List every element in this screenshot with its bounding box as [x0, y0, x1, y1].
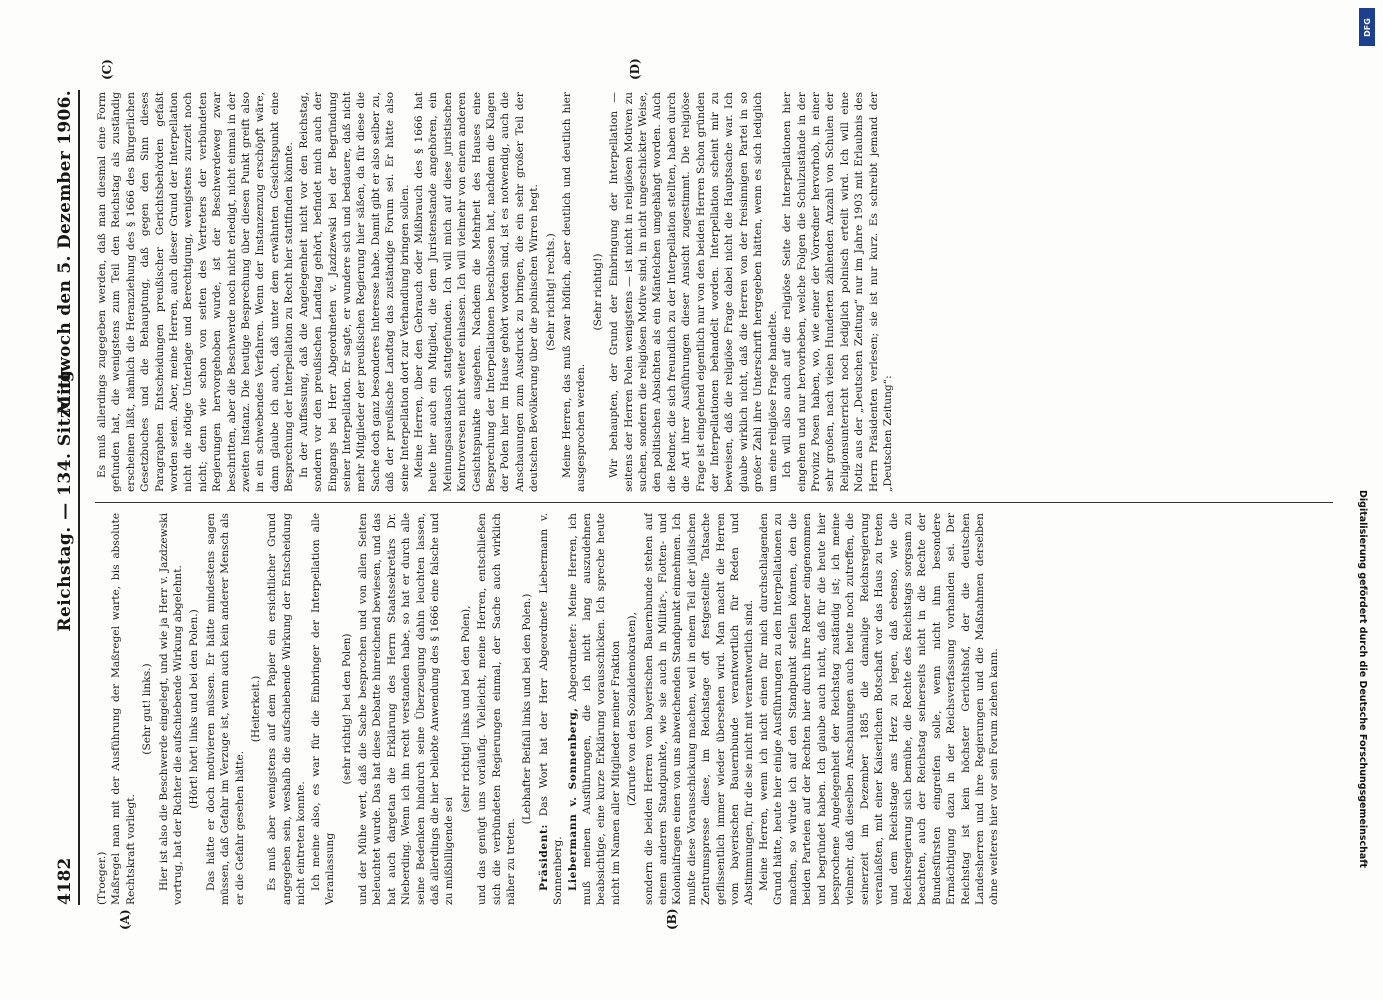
interjection: (Sehr gut! links.)	[141, 663, 154, 755]
page-number: 4182	[55, 857, 75, 905]
interjection: (Heiterkeit.)	[250, 675, 263, 743]
column-divider	[95, 502, 1333, 503]
paragraph: Meine Herren, das muß zwar höflich, aber deutlich und deutlich hier ausgesprochen werden.	[561, 92, 588, 492]
statement-text: Das Wort hat der Herr Abgeordnete Liebermann v. Sonnenberg.	[537, 513, 565, 905]
dfg-logo-text: DFG	[1362, 17, 1372, 37]
paragraph: Es muß allerdings zugegeben werden, daß man diesmal eine Form gefunden hat, die wenigstens zum Teil den Reichstag als zuständig erscheinen läßt, nämlich die Heranziehung des § 1666 des Bürgerlichen Gesetzbuches und die Behauptung, daß gegen den Sinn dieses Paragraphen Entscheidungen preußischer Gerichtsbehörden gefaßt worden seien. Aber, meine Herren, auch dieser Grund der Interpellation nicht die nötige Unterlage und Berechtigung, wenigstens zurzeit noch nicht; denn wie schon von seiten des Vertreters der verbündeten Regierungen hervorgehoben wurde, ist der Beschwerdeweg zwar beschritten, aber die Beschwerde noch nicht erledigt, nicht einmal in der zweiten Instanz. Die heutige Besprechung über diesen Punkt greift also in ein schwebendes Verfahren. Wenn der Instanzenzug erschöpft wäre, dann glaube ich auch, daß unter dem erwähnten Gesichtspunkt eine Besprechung der Interpellation zu Recht hier stattfinden könnte.	[96, 92, 296, 492]
paragraph: Wir behaupten, der Grund der Einbringung der Interpellation — seitens der Herren Polen wenigstens — ist nicht in religiösen Motiven zu suchen, sondern die religiösen Motive sind, in nicht ungeschickter Weise, den politischen Absichten als ein Mäntelchen umgehängt worden. Auch die Redner, die sich freundlich zu der Interpellation stellten, haben durch die Art ihrer Ausführungen dieser Ansicht zugestimmt. Die religiöse Frage ist eingehend eigentlich nur von den beiden Herren Schon gründen der Interpellationen behandelt worden. Interpellation scheint mir zu beweisen, daß die religiöse Frage dabei nicht die Hauptsache war. Ich glaube wirklich nicht, daß die Herren von der freisinnigen Partei in so großer Zahl ihre Unterschrift hergegeben hätten, wenn es sich lediglich um eine religiöse Frage handelte.	[608, 92, 779, 492]
paragraph: Ich meine also, es war für die Einbringer der Interpellation alle Veranlassung	[309, 513, 337, 905]
right-column	[95, 92, 1343, 492]
paragraph: Hier ist also die Beschwerde eingelegt, und wie ja Herr v. Jazdzewski vortrug, hat der Richter die aufschiebende Wirkung abgelehnt.	[157, 513, 185, 905]
paragraph: Ich will also auch auf die religiöse Seite der Interpellationen hier eingehen und nur hervorheben, welche Folgen die Schulzustände in der Provinz Posen haben, wo, wie einer der Vorredner hervorhob, in einer sehr großen, nach vielen Hunderten zählenden Anzahl von Schulen der Religionsunterricht noch lediglich polnisch erteilt wird. Ich will eine Notiz aus der „Deutschen Zeitung“ nur im Jahre 1903 mit Erlaubnis des Herrn Präsidenten verlesen; sie ist nur kurz. Es schreibt jemand der „Deutschen Zeitung“:	[781, 92, 894, 492]
president-statement	[537, 513, 566, 905]
interjection: (Sehr richtig! rechts.)	[544, 233, 557, 351]
digitization-credit-strip	[1356, 0, 1380, 1000]
paragraph: Maßregel man mit der Ausführung der Maßregel warte, bis absolute Rechtskraft vorliegt.	[110, 513, 137, 905]
paragraph: Das hätte er doch motivieren müssen. Er hätte mindestens sagen müssen, daß Gefahr im Verzuge ist, wenn auch kein anderer Mensch als er die Gefahr gesehen hätte.	[204, 513, 246, 905]
interjection: (Hört! hört! links und bei den Polen.)	[188, 609, 201, 809]
dfg-logo	[1359, 8, 1375, 46]
interjection: (sehr richtig! bei den Polen)	[340, 633, 353, 785]
running-title: Reichstag. — 134. Sitzung.	[55, 363, 75, 632]
paragraph: Meine Herren, wenn ich nicht einen für mich durchschlagenden Grund hätte, heute hier einige Ausführungen zu den Interpellationen zu machen, so würde ich auf den Standpunkt stellen können, den die beiden Parteien auf der Rechten hier durch ihre Redner eingenommen und begründet haben. Ich glaube auch nicht, daß für die heute hier besprochene Angelegenheit der Reichstag zuständig ist; ich meine vielmehr, daß dieselben Anschauungen auch heute noch zutreffen, die seinerzeit im Dezember 1885 die damalige Reichsregierung veranlaßten, mit einer Kaiserlichen Botschaft vor das Haus zu treten und dem Reichstage ans Herz zu legen, daß ebenso, wie die Reichsregierung sich bemühe, die Rechte des Reichstags sorgsam zu beachten, auch der Reichstag seinerseits nicht in die Rechte der Bundesfürsten eingreifen solle, wenn nicht ihm besondere Ermächtigung dazu in der Reichsverfassung vorhanden sei. Der Reichstag ist kein höchster Gerichtshof, der die deutschen Landesherren und ihre Regierungen und die Maßnahmen derselben ohne weiteres hier vor sein Forum ziehen kann.	[757, 513, 1001, 905]
paragraph: und das genügt uns vorläufig. Vielleicht, meine Herren, entschließen sich die verbündeten Regierungen einmal, der Sache auch wirklich näher zu treten.	[476, 513, 517, 905]
margin-letter-a: (A)	[118, 909, 132, 930]
digitization-credit: Digitalisierung gefördert durch die Deutsche Forschungsgemeinschaft	[1357, 490, 1368, 868]
speech-opening	[566, 513, 624, 905]
margin-letter-d: (D)	[628, 58, 642, 80]
speaker-note: (Troeger.)	[96, 851, 108, 905]
interjection: (Zurufe von den Sozialdemokraten),	[626, 612, 639, 806]
session-date: Mittwoch den 5. Dezember 1906.	[55, 90, 75, 415]
page-header	[52, 90, 80, 905]
paragraph: Es muß aber wenigstens auf dem Papier ein ersichtlicher Grund angegeben sein, weshalb die aufschiebende Wirkung der Entscheidung nicht eintreten konnte.	[266, 513, 308, 905]
left-column	[95, 513, 1343, 905]
paragraph: Meine Herren, über den Gebrauch oder Mißbrauch des § 1666 hat heute hier auch ein Mitglied, die dem Juristenstande angehören, ein Meinungsaustausch stattgefunden. Ich will mich auf diese juristischen Kontroversen nicht weiter einlassen. Ich will vielmehr von einem anderen Gesichtspunkte ausgehen. Nachdem die Mehrheit des Hauses eine Besprechung der Interpellationen beschlossen hat, nachdem die Klagen der Polen hier im Hause gehört worden sind, ist es notwendig, auch die Anschauungen zum Ausdruck zu bringen, die ein sehr großer Teil der deutschen Bevölkerung über die polnischen Wirren hegt.	[412, 92, 541, 492]
speaker-name: Liebermann v. Sonnenberg,	[566, 707, 579, 891]
interjection: (Lebhafter Beifall links und bei den Polen.)	[521, 593, 534, 825]
paragraph: und der Mühe wert, daß die Sache besprochen und von allen Seiten beleuchtet wurde. Das hat diese Debatte hinreichend bewiesen, und das hat auch dargetan die Erklärung des Herrn Staatssekretärs Dr. Nieberding. Wenn ich ihn recht verstanden habe, so hat er durch alle seine Bedenken hindurch seine Überzeugung dahin leuchten lassen, daß allerdings die hier beliebte Anwendung des § 1666 eine falsche und zu mißbilligende sei	[356, 513, 456, 905]
interjection: (Sehr richtig!)	[591, 253, 604, 331]
statement-text: Abgeordneter: Meine Herren, ich muß meinen Ausführungen, die ich nicht lang auszudehnen beabsichtige, eine kurze Erklärung vorausschicken. Ich spreche heute nicht im Namen aller Mitglieder meiner Fraktion	[566, 513, 622, 905]
speaker-name: Präsident:	[537, 823, 550, 891]
margin-letter-b: (B)	[665, 908, 679, 930]
paragraph: In der Auffassung, daß die Angelegenheit nicht vor den Reichstag, sondern vor den preußischen Landtag gehört, befindet mich auch der Eingangs bei Herr Abgeordneten v. Jazdzewski bei der Begründung seiner Interpellation. Er sagte, er wundere sich und bedauere, daß nicht mehr Mitglieder der preußischen Regierung hier säßen, da für diese die Sache doch ganz besonderes Interesse habe. Damit gibt er also selber zu, daß der preußische Landtag das zuständige Forum sei. Er hätte also seine Interpellation dort zur Verhandlung bringen sollen.	[297, 92, 411, 492]
interjection: (sehr richtig! links und bei den Polen),	[459, 605, 472, 813]
margin-letter-c: (C)	[100, 59, 114, 80]
paragraph: sondern die beiden Herren vom bayerischen Bauernbunde stehen auf einem anderen Standpunkte, wie sie auch in Militär-, Flotten- und Kolonialfragen einen von uns abweichenden Standpunkt einnehmen. Ich mußte diese Vorausschickung machen, weil in einem Teil der jüdischen Zentrumspresse diese, im Reichstage oft festgestellte Tatsache geflissentlich immer wieder übersehen wird. Man macht die Herren vom bayerischen Bauernbunde verantwortlich für Reden und Abstimmungen, für die sie nicht mit verantwortlich sind.	[642, 513, 756, 905]
